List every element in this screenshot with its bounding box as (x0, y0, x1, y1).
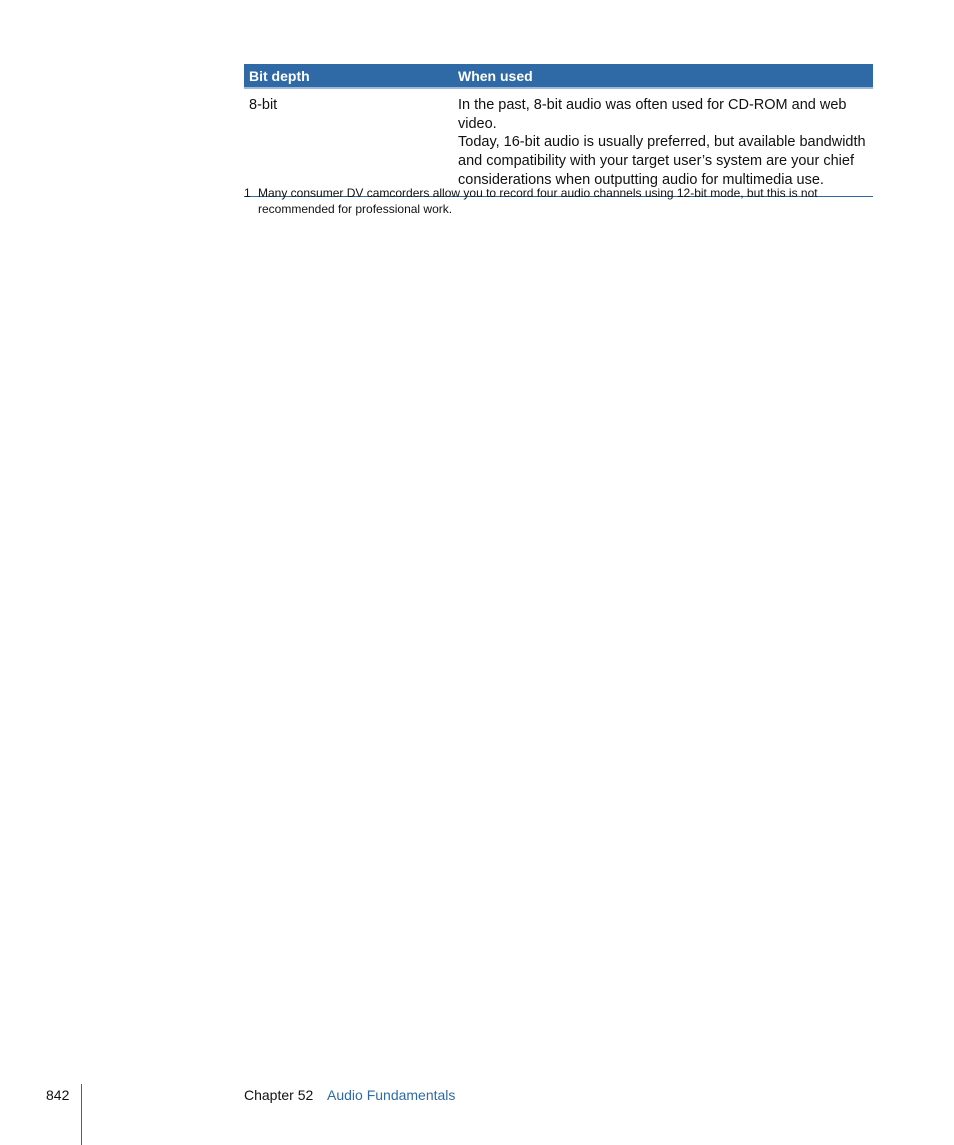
chapter-title-link[interactable]: Audio Fundamentals (327, 1087, 456, 1103)
cell-line: considerations when outputting audio for multimedia use. (458, 171, 824, 188)
bit-depth-table (244, 64, 873, 197)
footer-divider (81, 1084, 82, 1145)
cell-bit-depth: 8-bit (249, 97, 278, 113)
footnote-number: 1 (244, 186, 251, 200)
header-when-used: When used (458, 67, 533, 84)
cell-line: and compatibility with your target user’s system are your chief (458, 153, 854, 170)
table-row (244, 89, 873, 197)
table-header-row (244, 64, 873, 89)
footnote (244, 186, 844, 217)
footnote-line: recommended for professional work. (258, 201, 453, 216)
footnote-text (258, 186, 844, 217)
page-number: 842 (46, 1087, 70, 1103)
cell-when-used (454, 96, 873, 190)
cell-line: In the past, 8-bit audio was often used for CD-ROM and web video. (458, 97, 847, 132)
footnote-line: Many consumer DV camcorders allow you to record four audio channels using 12-bit mode, but this is not (258, 186, 818, 200)
cell-line: Today, 16-bit audio is usually preferred, but available bandwidth (458, 134, 866, 151)
chapter-label: Chapter 52 (244, 1087, 314, 1103)
header-bit-depth: Bit depth (249, 67, 310, 84)
